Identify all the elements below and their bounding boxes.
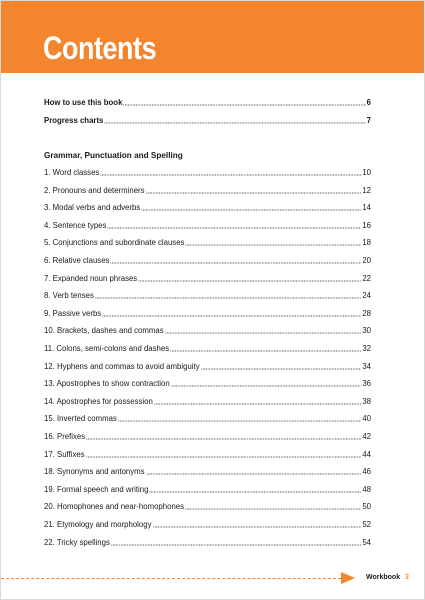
toc-entry-label: 4. Sentence types	[44, 220, 107, 230]
toc-entry-label: How to use this book	[44, 98, 123, 107]
toc-entry-page: 16	[362, 220, 371, 230]
dot-leader	[111, 544, 361, 546]
toc-entry-label: 7. Expanded noun phrases	[44, 273, 138, 283]
toc-entry-page: 36	[362, 379, 371, 389]
toc-entry[interactable]	[44, 518, 371, 530]
toc-entry[interactable]	[44, 307, 371, 319]
toc-entry-page: 14	[362, 203, 371, 213]
toc-entry[interactable]	[44, 324, 371, 336]
toc-entry-page: 30	[362, 326, 371, 336]
toc-entry-page: 10	[362, 168, 371, 177]
toc-entry-label: 14. Apostrophes for possession	[44, 396, 153, 406]
toc-entry-page: 22	[362, 273, 371, 283]
toc-entry-label: 6. Relative clauses	[44, 256, 110, 265]
toc-entry[interactable]	[44, 395, 371, 407]
toc-entry-page: 46	[362, 467, 371, 477]
dot-leader	[104, 122, 365, 124]
toc-entry-page: 50	[362, 502, 371, 512]
dot-leader	[149, 491, 361, 493]
toc-entry[interactable]	[44, 448, 371, 460]
toc-entry[interactable]	[44, 412, 371, 424]
dot-leader	[86, 438, 361, 440]
toc-entry-page: 42	[362, 432, 371, 441]
toc-entry[interactable]	[44, 465, 371, 477]
dot-leader	[153, 526, 362, 528]
dot-leader	[171, 385, 362, 387]
footer-dashed-line	[1, 578, 341, 579]
toc-entry[interactable]	[44, 201, 371, 213]
toc-entry-page: 34	[362, 361, 371, 371]
toc-entry-label: 12. Hyphens and commas to avoid ambiguity	[44, 361, 200, 371]
toc-entry[interactable]	[44, 219, 371, 231]
dot-leader	[154, 403, 362, 405]
toc-entry-page: 48	[362, 484, 371, 494]
toc-entry-page: 18	[362, 238, 371, 248]
toc-entry-label: 13. Apostrophes to show contraction	[44, 379, 170, 389]
toc-entry-page: 28	[362, 308, 371, 318]
arrow-right-icon	[341, 572, 355, 584]
dot-leader	[95, 297, 361, 299]
toc-entry[interactable]	[44, 500, 371, 512]
toc-entry-label: 20. Homophones and near-homophones	[44, 502, 185, 512]
toc-entry[interactable]	[44, 377, 371, 389]
dot-leader	[185, 244, 361, 246]
toc-entry-label: 8. Verb tenses	[44, 291, 94, 301]
dot-leader	[110, 262, 361, 264]
dot-leader	[138, 280, 361, 282]
toc-entry[interactable]	[44, 536, 371, 548]
toc-entry-label: 2. Pronouns and determiners	[44, 185, 145, 195]
toc-entry-label: Progress charts	[44, 116, 104, 125]
toc-entry[interactable]	[44, 483, 371, 495]
toc-entry-page: 40	[362, 414, 371, 424]
toc-entry-label: 16. Prefixes	[44, 432, 86, 441]
section-heading: Grammar, Punctuation and Spelling	[44, 151, 183, 160]
toc-entry-page: 38	[362, 396, 371, 406]
dot-leader	[107, 227, 361, 229]
dot-leader	[123, 104, 365, 106]
toc-entry-label: 18. Synonyms and antonyms	[44, 467, 145, 477]
dot-leader	[86, 456, 362, 458]
dot-leader	[102, 315, 361, 317]
toc-entry-page: 24	[362, 291, 371, 301]
dot-leader	[100, 174, 361, 176]
toc-entry[interactable]	[44, 236, 371, 248]
toc-entry[interactable]	[44, 289, 371, 301]
toc-entry-page: 44	[362, 449, 371, 459]
dot-leader	[165, 332, 362, 334]
toc-entry-label: 5. Conjunctions and subordinate clauses	[44, 238, 185, 248]
toc-entry-label: 19. Formal speech and writing	[44, 484, 149, 494]
toc-entry-label: 17. Suffixes	[44, 449, 85, 459]
toc-entry-page: 7	[366, 116, 371, 125]
toc-entry-page: 20	[362, 256, 371, 265]
dot-leader	[201, 368, 362, 370]
toc-entry[interactable]	[44, 166, 371, 178]
toc-entry-label: 15. Inverted commas	[44, 414, 117, 424]
toc-entry[interactable]	[44, 272, 371, 284]
toc-entry[interactable]	[44, 96, 371, 108]
toc-entry-label: 11. Colons, semi-colons and dashes	[44, 344, 170, 353]
dot-leader	[118, 420, 362, 422]
toc-entry[interactable]	[44, 184, 371, 196]
dot-leader	[185, 508, 361, 510]
toc-entry-label: 9. Passive verbs	[44, 308, 102, 318]
dot-leader	[141, 209, 361, 211]
toc-entry-page: 12	[362, 185, 371, 195]
toc-entry-label: 10. Brackets, dashes and commas	[44, 326, 164, 336]
dot-leader	[146, 192, 362, 194]
toc-entry-label: 1. Word classes	[44, 168, 100, 177]
toc-entry[interactable]	[44, 254, 371, 266]
footer-label: Workbook	[366, 574, 401, 581]
footer-page-number: 3	[405, 574, 409, 581]
dot-leader	[170, 350, 361, 352]
toc-entry-page: 52	[362, 520, 371, 529]
toc-entry-label: 21. Etymology and morphology	[44, 520, 152, 529]
toc-entry[interactable]	[44, 342, 371, 354]
dot-leader	[146, 473, 362, 475]
toc-entry-label: 22. Tricky spellings	[44, 537, 110, 547]
toc-entry-label: 3. Modal verbs and adverbs	[44, 203, 141, 213]
toc-entry-page: 54	[362, 537, 371, 547]
page-title: Contents	[43, 30, 157, 66]
toc-entry[interactable]	[44, 360, 371, 372]
toc-entry-page: 32	[362, 344, 371, 353]
toc-entry-page: 6	[366, 98, 371, 107]
toc-entry[interactable]	[44, 430, 371, 442]
toc-entry[interactable]	[44, 114, 371, 126]
